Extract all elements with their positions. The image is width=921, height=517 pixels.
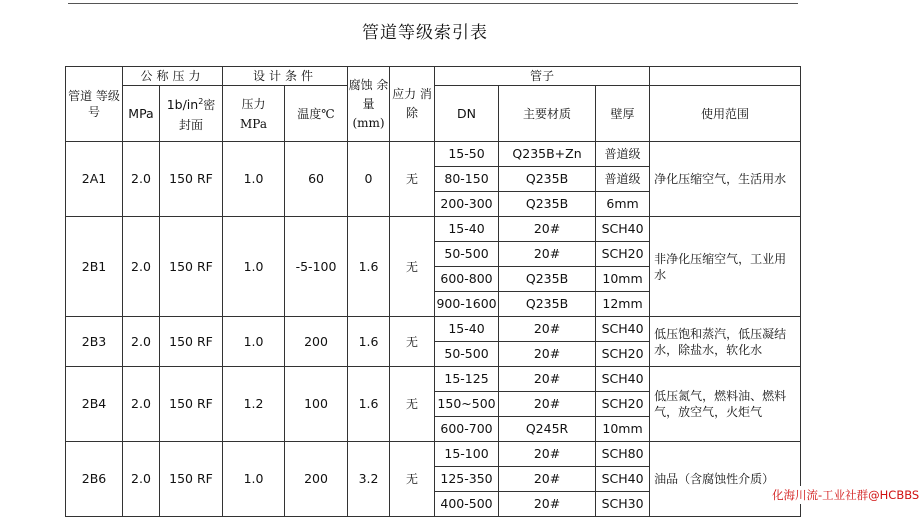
table-body — [66, 142, 801, 517]
table-row — [66, 317, 801, 342]
wall-thickness-cell: SCH20 — [596, 342, 650, 367]
dn-cell: 600-800 — [435, 267, 499, 292]
material-cell: 20# — [499, 367, 596, 392]
header-pipe: 管子 — [435, 67, 650, 86]
corrosion-cell: 0 — [348, 142, 390, 217]
header-temperature: 温度℃ — [285, 86, 348, 142]
lb-rating-cell: 150 RF — [160, 367, 223, 442]
corrosion-cell: 1.6 — [348, 367, 390, 442]
material-cell: Q235B — [499, 167, 596, 192]
page-title: 管道等级索引表 — [362, 23, 488, 43]
usage-cell: 油品（含腐蚀性介质） — [650, 442, 801, 517]
dn-cell: 15-50 — [435, 142, 499, 167]
design-pressure-cell: 1.0 — [223, 442, 285, 517]
design-pressure-cell: 1.0 — [223, 217, 285, 317]
dn-cell: 400-500 — [435, 492, 499, 517]
wall-thickness-cell: SCH40 — [596, 467, 650, 492]
dn-cell: 15-125 — [435, 367, 499, 392]
material-cell: Q235B — [499, 267, 596, 292]
material-cell: Q235B — [499, 192, 596, 217]
lb-rating-cell: 150 RF — [160, 142, 223, 217]
header-usage-scope: 使用范围 — [650, 86, 801, 142]
wall-thickness-cell: 12mm — [596, 292, 650, 317]
header-stress-relief: 应力 消除 — [390, 67, 435, 142]
header-blank — [650, 67, 801, 86]
dn-cell: 200-300 — [435, 192, 499, 217]
material-cell: 20# — [499, 317, 596, 342]
lb-rating-cell: 150 RF — [160, 317, 223, 367]
lb-rating-cell: 150 RF — [160, 442, 223, 517]
usage-cell: 净化压缩空气，生活用水 — [650, 142, 801, 217]
dn-cell: 125-350 — [435, 467, 499, 492]
wall-thickness-cell: SCH20 — [596, 242, 650, 267]
wall-thickness-cell: SCH40 — [596, 317, 650, 342]
temperature-cell: 200 — [285, 317, 348, 367]
header-grade-no: 管道 等级号 — [66, 67, 123, 142]
header-design-pressure: 压力 MPa — [223, 86, 285, 142]
dn-cell: 15-40 — [435, 217, 499, 242]
dn-cell: 50-500 — [435, 242, 499, 267]
wall-thickness-cell: SCH40 — [596, 217, 650, 242]
header-mpa: MPa — [123, 86, 160, 142]
table-row — [66, 367, 801, 392]
dn-cell: 15-100 — [435, 442, 499, 467]
temperature-cell: 100 — [285, 367, 348, 442]
wall-thickness-cell: SCH80 — [596, 442, 650, 467]
dn-cell: 600-700 — [435, 417, 499, 442]
stress-relief-cell: 无 — [390, 317, 435, 367]
header-wall-thickness: 壁厚 — [596, 86, 650, 142]
grade-cell: 2B1 — [66, 217, 123, 317]
design-pressure-cell: 1.0 — [223, 142, 285, 217]
header-main-material: 主要材质 — [499, 86, 596, 142]
temperature-cell: 60 — [285, 142, 348, 217]
table-row — [66, 217, 801, 242]
wall-thickness-cell: 10mm — [596, 417, 650, 442]
header-lb-rating — [160, 86, 223, 142]
wall-thickness-cell: SCH30 — [596, 492, 650, 517]
header-lb-sup: 2 — [198, 96, 204, 106]
wall-thickness-cell: 普道级 — [596, 142, 650, 167]
stress-relief-cell: 无 — [390, 367, 435, 442]
stress-relief-cell: 无 — [390, 442, 435, 517]
material-cell: Q245R — [499, 417, 596, 442]
material-cell: 20# — [499, 217, 596, 242]
material-cell: 20# — [499, 242, 596, 267]
table-row — [66, 442, 801, 467]
wall-thickness-cell: 10mm — [596, 267, 650, 292]
design-pressure-cell: 1.0 — [223, 317, 285, 367]
mpa-cell: 2.0 — [123, 442, 160, 517]
mpa-cell: 2.0 — [123, 217, 160, 317]
lb-rating-cell: 150 RF — [160, 217, 223, 317]
header-corrosion-allowance: 腐蚀 余量 (mm) — [348, 67, 390, 142]
wall-thickness-cell: 普道级 — [596, 167, 650, 192]
usage-cell: 非净化压缩空气，工业用水 — [650, 217, 801, 317]
header-lb-prefix: 1b/in — [166, 97, 199, 113]
mpa-cell: 2.0 — [123, 317, 160, 367]
watermark: 化海川流-工业社群@HCBBS — [772, 488, 920, 502]
dn-cell: 80-150 — [435, 167, 499, 192]
pipe-grade-table — [65, 66, 801, 517]
material-cell: Q235B — [499, 292, 596, 317]
mpa-cell: 2.0 — [123, 367, 160, 442]
wall-thickness-cell: 6mm — [596, 192, 650, 217]
design-pressure-cell: 1.2 — [223, 367, 285, 442]
header-nominal-pressure: 公称压力 — [123, 67, 223, 86]
material-cell: 20# — [499, 467, 596, 492]
stress-relief-cell: 无 — [390, 142, 435, 217]
material-cell: Q235B+Zn — [499, 142, 596, 167]
temperature-cell: 200 — [285, 442, 348, 517]
corrosion-cell: 3.2 — [348, 442, 390, 517]
dn-cell: 50-500 — [435, 342, 499, 367]
top-rule — [68, 3, 798, 4]
stress-relief-cell: 无 — [390, 217, 435, 317]
mpa-cell: 2.0 — [123, 142, 160, 217]
wall-thickness-cell: SCH20 — [596, 392, 650, 417]
material-cell: 20# — [499, 492, 596, 517]
dn-cell: 900-1600 — [435, 292, 499, 317]
dn-cell: 15-40 — [435, 317, 499, 342]
corrosion-cell: 1.6 — [348, 317, 390, 367]
corrosion-cell: 1.6 — [348, 217, 390, 317]
temperature-cell: -5-100 — [285, 217, 348, 317]
dn-cell: 150~500 — [435, 392, 499, 417]
material-cell: 20# — [499, 392, 596, 417]
wall-thickness-cell: SCH40 — [596, 367, 650, 392]
grade-cell: 2B3 — [66, 317, 123, 367]
material-cell: 20# — [499, 442, 596, 467]
usage-cell: 低压饱和蒸汽，低压凝结水，除盐水，软化水 — [650, 317, 801, 367]
grade-cell: 2A1 — [66, 142, 123, 217]
table-row — [66, 142, 801, 167]
header-lb-suffix: 密 封面 — [179, 98, 216, 133]
usage-cell: 低压氮气，燃料油、燃料气，放空气，火炬气 — [650, 367, 801, 442]
material-cell: 20# — [499, 342, 596, 367]
header-design-conditions: 设计条件 — [223, 67, 348, 86]
grade-cell: 2B4 — [66, 367, 123, 442]
header-dn: DN — [435, 86, 499, 142]
grade-cell: 2B6 — [66, 442, 123, 517]
